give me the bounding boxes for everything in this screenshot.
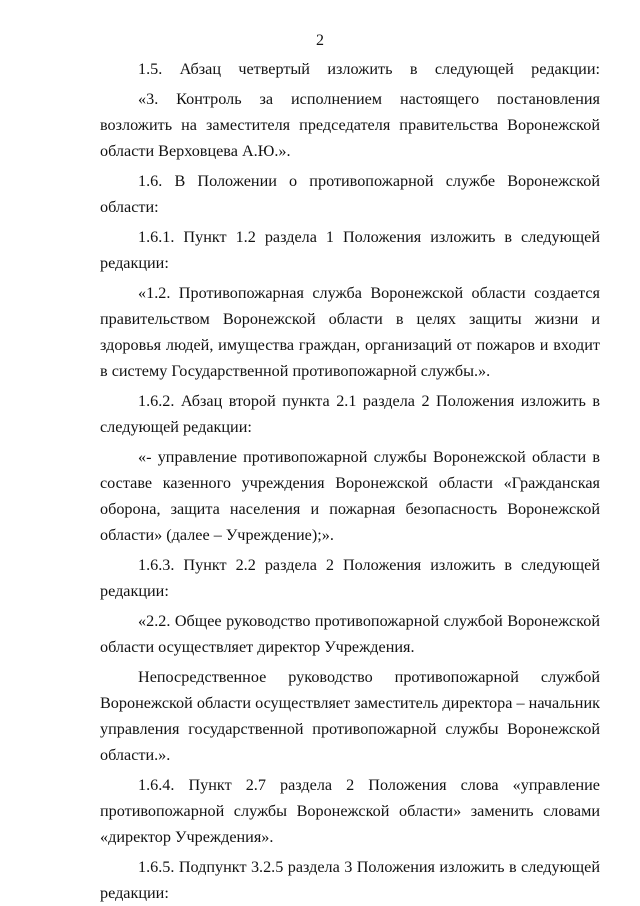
page-number: 2 [316,32,324,49]
paragraph-quote-1-2: «1.2. Противопожарная служба Воронежской области создается правительством Воронежской области в целях защиты жизни и здоровья людей, имущества граждан, организаций от пожаров и входит в систему Государственной противопожарной службы.». [100,284,600,380]
paragraph-1-5: 1.5. Абзац четвертый изложить в следующей редакции: [138,60,600,78]
document-body [100,56,600,906]
paragraph-1-6-2: 1.6.2. Абзац второй пункта 2.1 раздела 2 Положения изложить в следующей редакции: [100,392,600,436]
paragraph-direct-management: Непосредственное руководство противопожарной службой Воронежской области осуществляет заместитель директора – начальник управления государственной противопожарной службы Воронежской области.». [100,668,600,764]
paragraph-quote-management: «- управление противопожарной службы Воронежской области в составе казенного учреждения Воронежской области «Гражданская оборона, защита населения и пожарная безопасность Воронежской области» (далее – Учреждение);». [100,448,600,544]
paragraph-1-6-5: 1.6.5. Подпункт 3.2.5 раздела 3 Положения изложить в следующей редакции: [100,858,600,902]
paragraph-1-6: 1.6. В Положении о противопожарной службе Воронежской области: [100,172,600,216]
paragraph-quote-3: «3. Контроль за исполнением настоящего постановления возложить на заместителя председателя правительства Воронежской области Верховцева А.Ю.». [100,90,600,160]
paragraph-quote-2-2: «2.2. Общее руководство противопожарной службой Воронежской области осуществляет директор Учреждения. [100,612,600,656]
paragraph-1-6-3: 1.6.3. Пункт 2.2 раздела 2 Положения изложить в следующей редакции: [100,556,600,600]
paragraph-1-6-1: 1.6.1. Пункт 1.2 раздела 1 Положения изложить в следующей редакции: [100,228,600,272]
paragraph-1-6-4: 1.6.4. Пункт 2.7 раздела 2 Положения слова «управление противопожарной службы Воронежской области» заменить словами «директор Учреждения». [100,776,600,846]
